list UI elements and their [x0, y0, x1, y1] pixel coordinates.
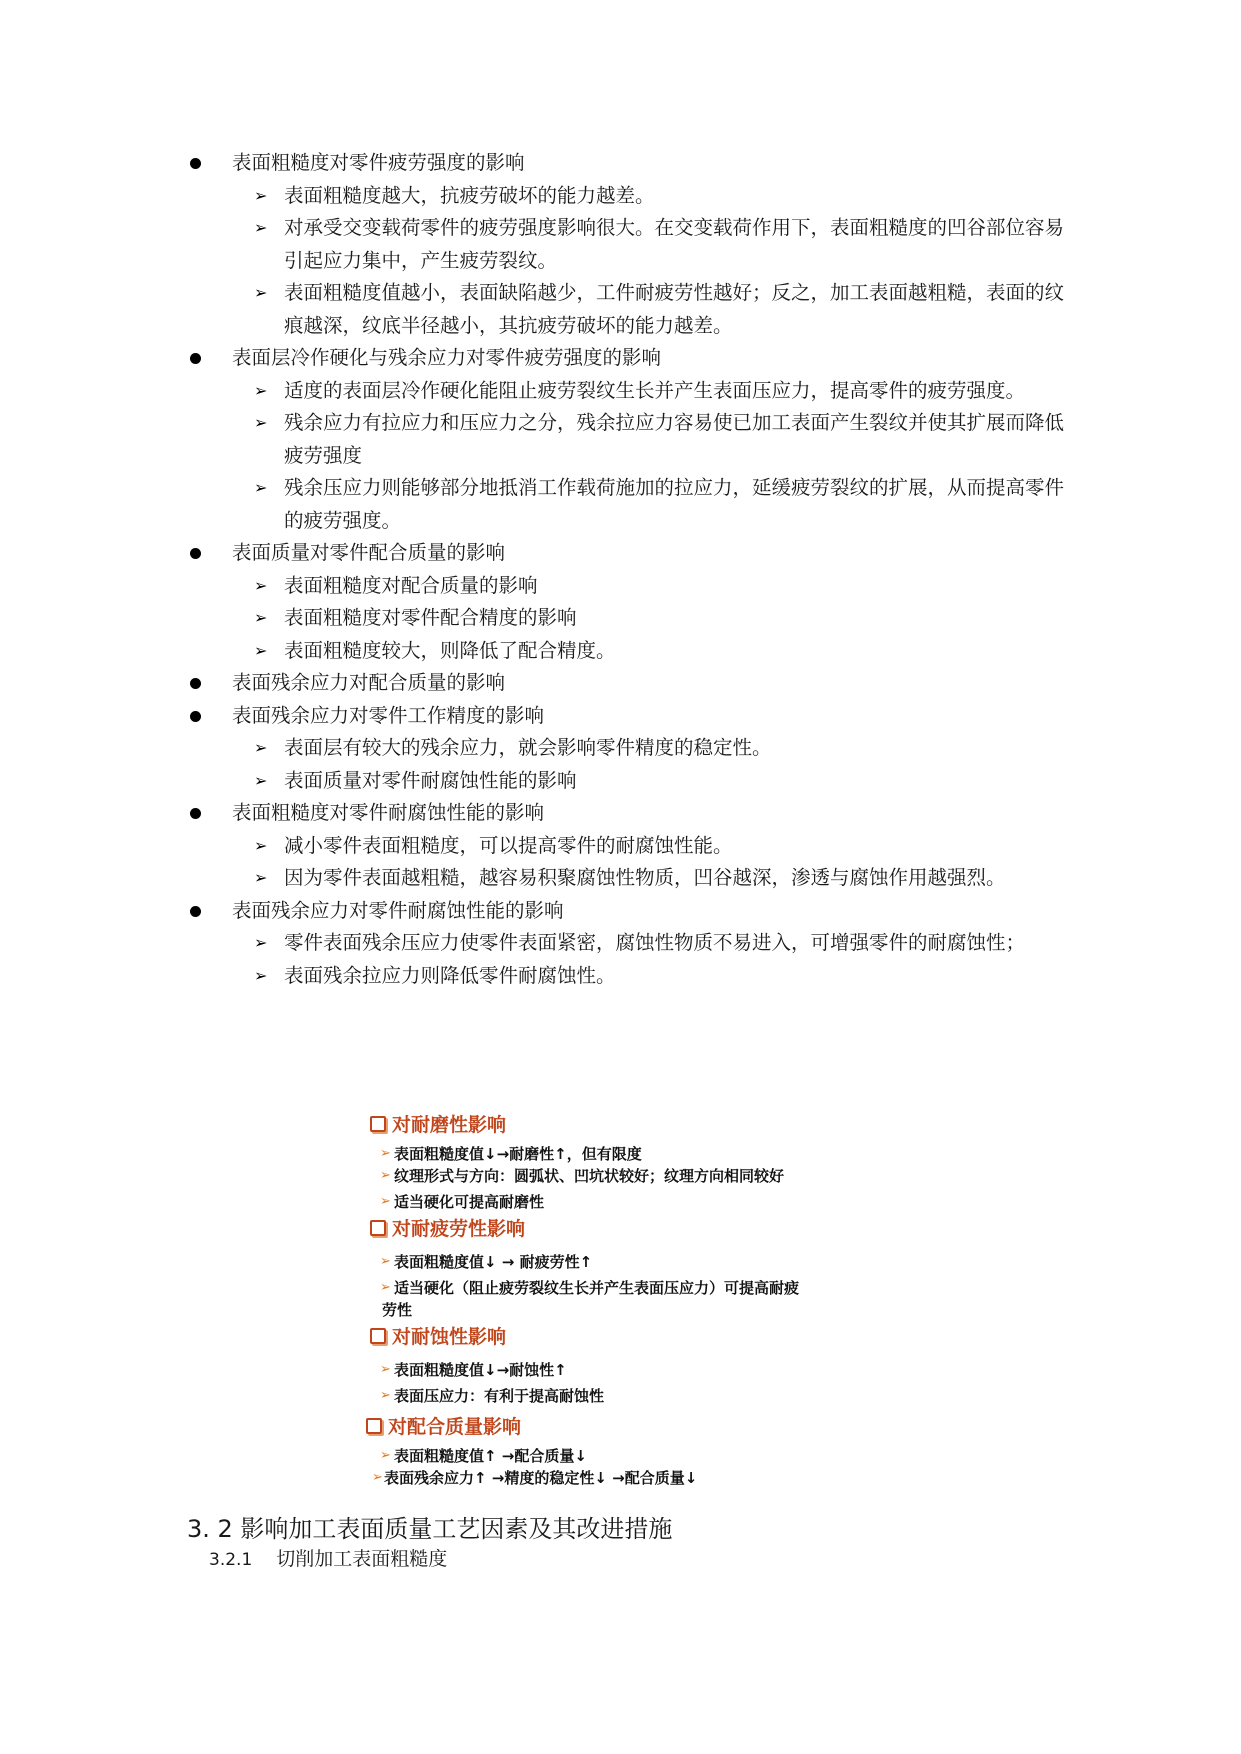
figure-item: ➢ 表面压应力：有利于提高耐蚀性: [380, 1387, 605, 1405]
arrow-icon: ➢: [380, 1448, 391, 1463]
subsection-number: 3.2.1: [209, 1550, 253, 1570]
figure-item: ➢ 表面粗糙度值↓→耐蚀性↑: [380, 1361, 567, 1379]
checkbox-icon: [366, 1418, 382, 1434]
arrow-icon: ➢: [380, 1362, 391, 1377]
sub-item: ➢ 表面粗糙度对零件配合精度的影响: [232, 602, 1070, 635]
arrow-icon: ➢: [372, 1470, 383, 1485]
figure-section: [370, 1110, 784, 1213]
bullet-title: 表面质量对零件配合质量的影响: [232, 541, 506, 564]
arrow-icon: ➢: [380, 1388, 391, 1403]
sub-item: ➢ 减小零件表面粗糙度，可以提高零件的耐腐蚀性能。: [232, 830, 1070, 863]
figure-item: ➢ 表面残余应力↑ →精度的稳定性↓ →配合质量↓: [372, 1469, 698, 1487]
section-heading: 3. 2 影响加工表面质量工艺因素及其改进措施: [187, 1515, 673, 1543]
sub-list: [232, 375, 1070, 538]
summary-figure: [370, 1110, 930, 1500]
arrow-icon: ➢: [380, 1254, 391, 1269]
sub-item: ➢ 因为零件表面越粗糙，越容易积聚腐蚀性物质，凹谷越深，渗透与腐蚀作用越强烈。: [232, 862, 1070, 895]
figure-heading: 对耐磨性影响: [392, 1114, 507, 1136]
bullet-item: [190, 895, 1070, 993]
sub-list: [232, 180, 1070, 343]
sub-list: [232, 927, 1070, 992]
figure-section: [370, 1214, 799, 1321]
bullet-item: [190, 342, 1070, 537]
figure-heading: 对配合质量影响: [388, 1416, 522, 1438]
sub-list: [232, 732, 1070, 797]
bullet-item: [190, 537, 1070, 667]
figure-item: ➢ 适当硬化可提高耐磨性: [380, 1193, 545, 1211]
figure-heading: 对耐蚀性影响: [392, 1326, 507, 1348]
sub-item: ➢ 对承受交变载荷零件的疲劳强度影响很大。在交变载荷作用下，表面粗糙度的凹谷部位容易引起应力集中，产生疲劳裂纹。: [232, 212, 1070, 277]
sub-item: ➢ 适度的表面层冷作硬化能阻止疲劳裂纹生长并产生表面压应力，提高零件的疲劳强度。: [232, 375, 1070, 408]
bullet-list: [190, 147, 1070, 992]
figure-item-continuation: 劳性: [382, 1301, 413, 1319]
bullet-title: 表面粗糙度对零件疲劳强度的影响: [232, 151, 525, 174]
sub-item: ➢ 表面粗糙度对配合质量的影响: [232, 570, 1070, 603]
subsection-heading: [209, 1544, 447, 1571]
sub-item: ➢ 残余应力有拉应力和压应力之分，残余拉应力容易使已加工表面产生裂纹并使其扩展而降低疲劳强度: [232, 407, 1070, 472]
arrow-icon: ➢: [380, 1168, 391, 1183]
sub-list: [232, 830, 1070, 895]
subsection-title: 切削加工表面粗糙度: [276, 1548, 448, 1570]
sub-item: ➢ 表面粗糙度较大，则降低了配合精度。: [232, 635, 1070, 668]
sub-item: ➢ 零件表面残余压应力使零件表面紧密，腐蚀性物质不易进入，可增强零件的耐腐蚀性；: [232, 927, 1070, 960]
sub-item: ➢ 残余压应力则能够部分地抵消工作载荷施加的拉应力，延缓疲劳裂纹的扩展，从而提高零件的疲劳强度。: [232, 472, 1070, 537]
arrow-icon: ➢: [380, 1194, 391, 1209]
checkbox-icon: [370, 1328, 386, 1344]
figure-item: ➢ 表面粗糙度值↓ → 耐疲劳性↑: [380, 1253, 593, 1271]
bullet-item: [190, 147, 1070, 342]
bullet-title: 表面残余应力对配合质量的影响: [232, 671, 506, 694]
sub-item: ➢ 表面残余拉应力则降低零件耐腐蚀性。: [232, 960, 1070, 993]
sub-item: ➢ 表面粗糙度越大，抗疲劳破坏的能力越差。: [232, 180, 1070, 213]
sub-item: ➢ 表面质量对零件耐腐蚀性能的影响: [232, 765, 1070, 798]
arrow-icon: ➢: [380, 1146, 391, 1161]
figure-section: [366, 1412, 697, 1489]
sub-list: [232, 570, 1070, 668]
bullet-item: [190, 667, 1070, 700]
figure-item: ➢ 表面粗糙度值↓→耐磨性↑，但有限度: [380, 1145, 642, 1163]
figure-section: [370, 1322, 604, 1407]
bullet-item: [190, 797, 1070, 895]
checkbox-icon: [370, 1220, 386, 1236]
checkbox-icon: [370, 1116, 386, 1132]
arrow-icon: ➢: [380, 1280, 391, 1295]
figure-heading: 对耐疲劳性影响: [392, 1218, 526, 1240]
bullet-title: 表面粗糙度对零件耐腐蚀性能的影响: [232, 801, 545, 824]
sub-item: ➢ 表面粗糙度值越小，表面缺陷越少，工件耐疲劳性越好；反之，加工表面越粗糙，表面的纹痕越深，纹底半径越小，其抗疲劳破坏的能力越差。: [232, 277, 1070, 342]
sub-item: ➢ 表面层有较大的残余应力，就会影响零件精度的稳定性。: [232, 732, 1070, 765]
figure-item: ➢ 适当硬化（阻止疲劳裂纹生长并产生表面压应力）可提高耐疲: [380, 1279, 800, 1297]
bullet-title: 表面层冷作硬化与残余应力对零件疲劳强度的影响: [232, 346, 662, 369]
bullet-title: 表面残余应力对零件工作精度的影响: [232, 703, 545, 727]
bullet-title: 表面残余应力对零件耐腐蚀性能的影响: [232, 898, 564, 922]
figure-item: ➢ 表面粗糙度值↑ →配合质量↓: [380, 1447, 587, 1465]
bullet-item: [190, 700, 1070, 798]
figure-item: ➢ 纹理形式与方向：圆弧状、凹坑状较好；纹理方向相同较好: [380, 1167, 785, 1185]
